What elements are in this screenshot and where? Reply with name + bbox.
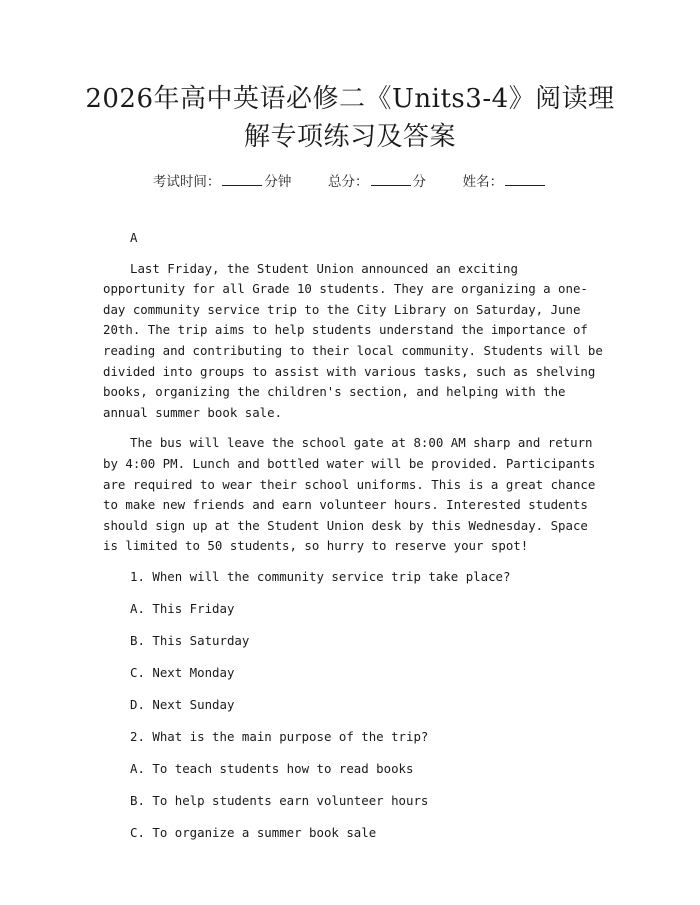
page-title <box>70 80 630 156</box>
question-1-option-b: B. This Saturday <box>130 632 250 648</box>
question-2: 2. What is the main purpose of the trip? <box>130 728 429 744</box>
question-2-option-b: B. To help students earn volunteer hours <box>130 792 429 808</box>
exam-info-line <box>0 170 700 190</box>
question-list <box>103 567 603 855</box>
question-1-option-d: D. Next Sunday <box>130 696 235 712</box>
title-line-2: 解专项练习及答案 <box>243 122 456 152</box>
exam-time-label: 考试时间： <box>152 174 221 190</box>
exam-time-blank <box>222 173 262 186</box>
question-2-option-a: A. To teach students how to read books <box>130 760 414 776</box>
passage-paragraph-1: Last Friday, the Student Union announced an exciting opportunity for all Grade 10 students. They are organizing a one-day community service trip to the City Library on Saturday, June 20th. The trip aims to help students understand the importance of reading and contributing to their local community. Students will be divided into groups to assist with various tasks, such as shelving books, organizing the children's section, and helping with the annual summer book sale. <box>103 260 603 420</box>
passage-paragraph-2: The bus will leave the school gate at 8:00 AM sharp and return by 4:00 PM. Lunch and bottled water will be provided. Participants are required to wear their school uniforms. This is a great chance to make new friends and earn volunteer hours. Interested students should sign up at the Student Union desk by this Wednesday. Space is limited to 50 students, so hurry to reserve your spot! <box>103 435 596 554</box>
student-name-label: 姓名： <box>462 174 504 190</box>
title-line-1: 2026年高中英语必修二《Units3-4》阅读理 <box>85 84 615 114</box>
section-label: A <box>130 230 138 245</box>
question-2-option-c: C. To organize a summer book sale <box>130 824 377 840</box>
student-name-blank <box>505 173 545 186</box>
reading-passage <box>103 228 603 855</box>
question-1-option-c: C. Next Monday <box>130 664 235 680</box>
question-1: 1. When will the community service trip take place? <box>130 568 511 584</box>
total-score-unit: 分 <box>412 174 426 190</box>
question-1-option-a: A. This Friday <box>130 600 235 616</box>
total-score-blank <box>371 173 411 186</box>
total-score-label: 总分： <box>328 174 369 190</box>
exam-time-unit: 分钟 <box>264 174 292 190</box>
